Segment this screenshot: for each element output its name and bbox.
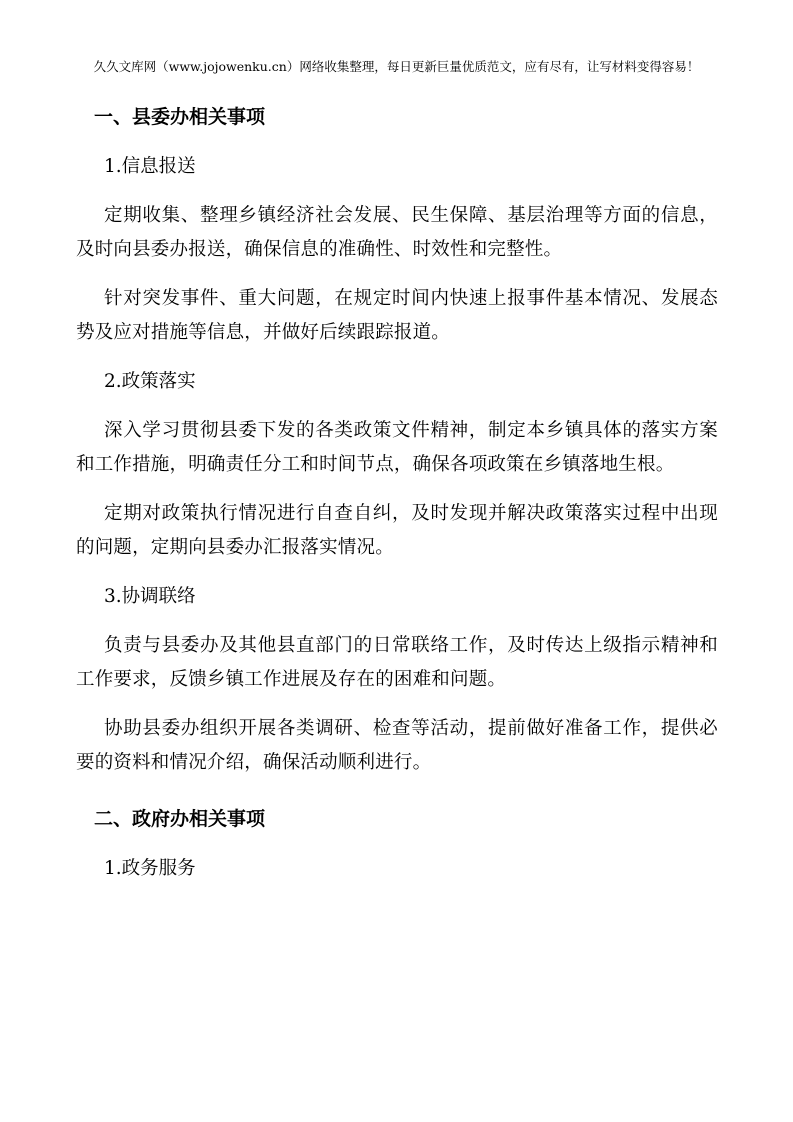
paragraph: 负责与县委办及其他县直部门的日常联络工作，及时传达上级指示精神和工作要求，反馈乡镇工作进展及存在的困难和问题。: [76, 635, 718, 690]
paragraph: 深入学习贯彻县委下发的各类政策文件精神，制定本乡镇具体的落实方案和工作措施，明确责任分工和时间节点，确保各项政策在乡镇落地生根。: [76, 420, 718, 475]
subheading-coordination-liaison: 3.协调联络: [104, 586, 196, 607]
section-heading-county-office: 一、县委办相关事项: [94, 106, 266, 128]
subheading-policy-implementation: 2.政策落实: [104, 371, 196, 392]
subheading-government-services: 1.政务服务: [104, 858, 196, 879]
paragraph: 针对突发事件、重大问题，在规定时间内快速上报事件基本情况、发展态势及应对措施等信息，并做好后续跟踪报道。: [76, 288, 718, 343]
page-header-banner: 久久文库网（www.jojowenku.cn）网络收集整理，每日更新巨量优质范文，应有尽有，让写材料变得容易！: [93, 59, 700, 74]
paragraph: 定期对政策执行情况进行自查自纠，及时发现并解决政策落实过程中出现的问题，定期向县委办汇报落实情况。: [76, 503, 718, 558]
subheading-info-reporting: 1.信息报送: [104, 156, 196, 177]
paragraph: 协助县委办组织开展各类调研、检查等活动，提前做好准备工作，提供必要的资料和情况介绍，确保活动顺利进行。: [76, 718, 718, 773]
document-body: [76, 100, 718, 901]
section-heading-government-office: 二、政府办相关事项: [94, 808, 266, 830]
paragraph: 定期收集、整理乡镇经济社会发展、民生保障、基层治理等方面的信息，及时向县委办报送，确保信息的准确性、时效性和完整性。: [76, 205, 718, 260]
